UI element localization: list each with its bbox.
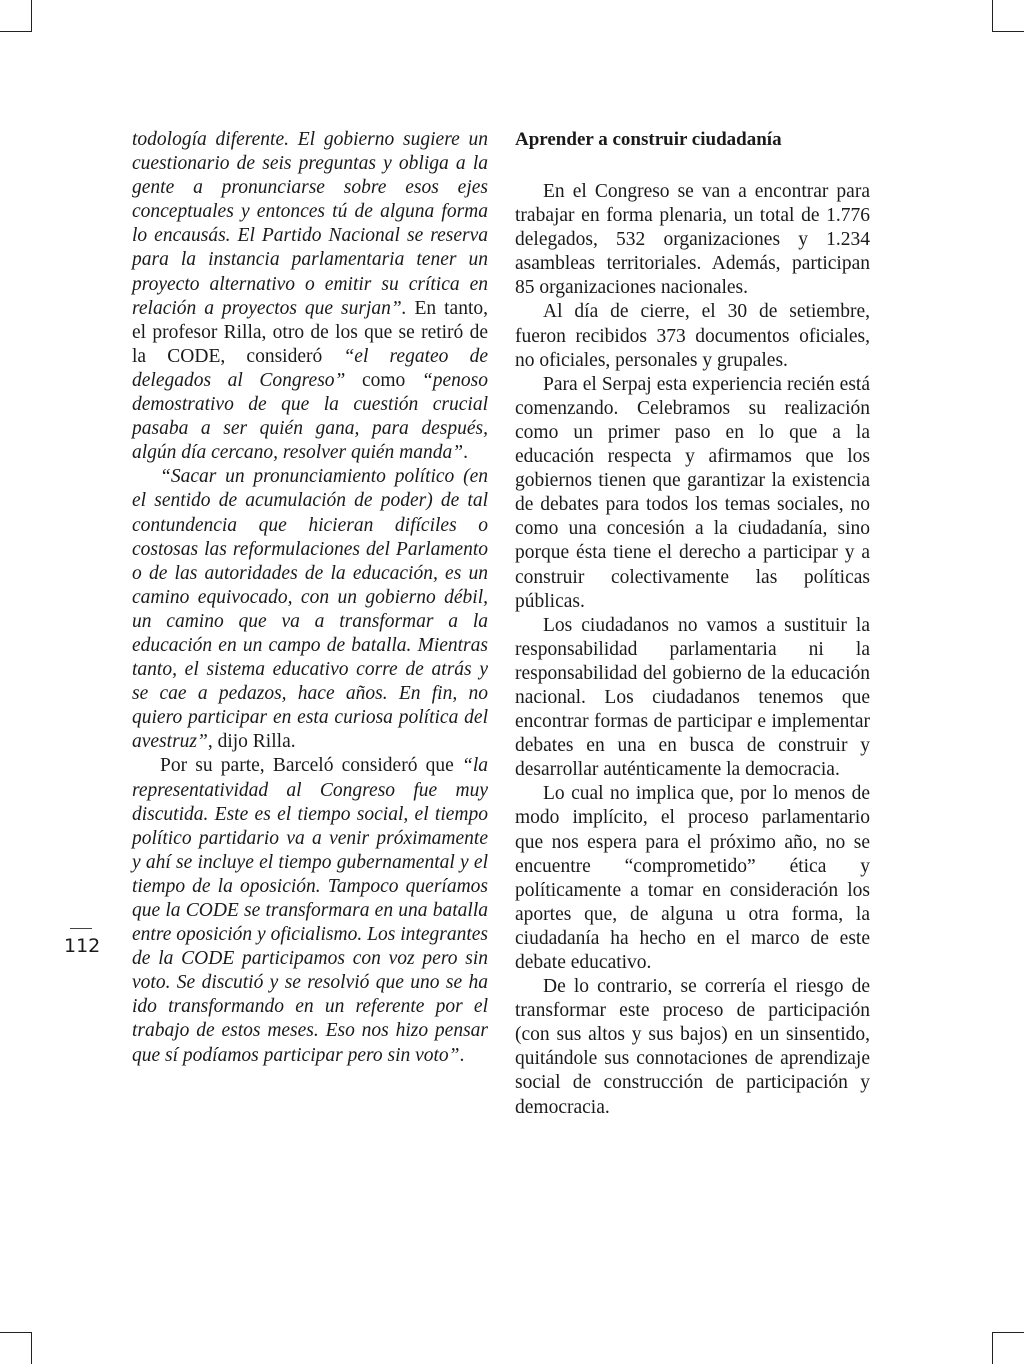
paragraph-barcelo: Por su parte, Barceló consideró que “la representatividad al Congreso fue muy discutida. Este es el tiempo social, el tiempo político partidario va a venir próximamente y ahí se incluye el tiempo gubernamental y el tiempo de la oposición. Tampoco queríamos que la CODE se transformara en una batalla entre oposición y oficialismo. Los integrantes de la CODE participamos con voz pero sin voto. Se discutió y se resolvió que uno se ha ido transformando en un referente por el trabajo de estos meses. Eso nos hizo pensar que sí podíamos participar pero sin voto”. [132, 755, 488, 1066]
paragraph: En el Congreso se van a encontrar para trabajar en forma plenaria, un total de 1.776 delegados, 532 organizaciones y 1.234 asambleas territoriales. Además, participan 85 organizaciones nacionales. [515, 181, 870, 299]
paragraph: Al día de cierre, el 30 de setiembre, fueron recibidos 373 documentos oficiales, no oficiales, personales y grupales. [515, 301, 870, 371]
page-number: 112 [64, 935, 101, 957]
paragraph-rilla-quote: “Sacar un pronunciamiento político (en el sentido de acumulación de poder) de tal contundencia que hicieran difíciles o costosas las reformulaciones del Parlamento o de las autoridades de la educación, es un camino equivocado, con un gobierno débil, un camino que va a transformar a la educación en un campo de batalla. Mientras tanto, el sistema educativo corre de atrás y se cae a pedazos, hace años. En fin, no quiero participar en esta curiosa política del avestruz”, dijo Rilla. [132, 466, 488, 753]
paragraph: De lo contrario, se correría el riesgo de transformar este proceso de participación (con sus altos y sus bajos) en un sinsentido, quitándole sus connotaciones de aprendizaje social de construcción de participación y democracia. [515, 976, 870, 1118]
paragraph-continued: todología diferente. El gobierno sugiere un cuestionario de seis preguntas y obliga a la gente a pronunciarse sobre esos ejes conceptuales y entonces tú de alguna forma lo encausás. El Partido Nacional se reserva para la instancia parlamentaria tener un proyecto alternativo o emitir su crítica en relación a proyectos que surjan”. En tanto, el profesor Rilla, otro de los que se retiró de la CODE, consideró “el regateo de delegados al Congreso” como “penoso demostrativo de que la cuestión crucial pasaba a ser quién gana, para después, algún día cercano, resolver quién manda”. [132, 129, 488, 464]
right-column [515, 128, 870, 1120]
left-column [132, 128, 488, 1068]
quote-italic: “la representatividad al Congreso fue muy discutida. Este es el tiempo social, el tiempo político partidario va a venir próximamente y ahí se incluye el tiempo gubernamental y el tiempo de la oposición. Tampoco queríamos que la CODE se transformara en una batalla entre oposición y oficialismo. Los integrantes de la CODE participamos con voz pero sin voto. Se discutió y se resolvió que uno se ha ido transformando en un referente por el trabajo de estos meses. Eso nos hizo pensar que sí podíamos participar pero sin voto” [132, 755, 488, 1066]
crop-mark-top-left-vertical [31, 0, 32, 32]
quote-italic: “el regateo de delegados al Congreso” [132, 345, 488, 391]
page-number-rule [70, 928, 92, 929]
crop-mark-bottom-left-vertical [31, 1332, 32, 1364]
crop-mark-top-right-horizontal [992, 31, 1024, 32]
section-heading: Aprender a construir ciudadanía [515, 129, 782, 150]
crop-mark-top-left-horizontal [0, 31, 32, 32]
paragraph: Lo cual no implica que, por lo menos de modo implícito, el proceso parlamentario que nos espera para el próximo año, no se encuentre “comprometido” ética y políticamente a tomar en consideración los aportes que, de alguna u otra forma, la ciudadanía ha hecho en el marco de este debate educativo. [515, 783, 870, 973]
paragraph: Los ciudadanos no vamos a sustituir la responsabilidad parlamentaria ni la responsabilidad del gobierno de la educación nacional. Los ciudadanos tenemos que encontrar formas de participar e implementar debates en una en busca de construir y desarrollar auténticamente la democracia. [515, 614, 870, 781]
quote-italic: “penoso demostrativo de que la cuestión crucial pasaba a ser quién gana, para después, algún día cercano, resolver quién manda” [132, 369, 488, 464]
paragraph: Para el Serpaj esta experiencia recién está comenzando. Celebramos su realización como un primer paso en lo que a la educación respecta y afirmamos que los gobiernos tienen que garantizar la existencia de debates para todos los temas sociales, no como una concesión a la ciudadanía, sino porque ésta tiene el derecho a participar y a construir colectivamente las políticas públicas. [515, 373, 870, 612]
crop-mark-bottom-right-horizontal [992, 1332, 1024, 1333]
crop-mark-bottom-right-vertical [992, 1332, 993, 1364]
quote-italic: todología diferente. El gobierno sugiere un cuestionario de seis preguntas y obliga a la gente a pronunciarse sobre esos ejes conceptuales y entonces tú de alguna forma lo encausás. El Partido Nacional se reserva para la instancia parlamentaria tener un proyecto alternativo o emitir su crítica en relación a proyectos que surjan”. [132, 129, 488, 319]
crop-mark-top-right-vertical [992, 0, 993, 32]
crop-mark-bottom-left-horizontal [0, 1332, 32, 1333]
quote-italic: “Sacar un pronunciamiento político (en el sentido de acumulación de poder) de tal contundencia que hicieran difíciles o costosas las reformulaciones del Parlamento o de las autoridades de la educación, es un camino equivocado, con un gobierno débil, un camino que va a transformar a la educación en un campo de batalla. Mientras tanto, el sistema educativo corre de atrás y se cae a pedazos, hace años. En fin, no quiero participar en esta curiosa política del avestruz” [132, 466, 488, 753]
